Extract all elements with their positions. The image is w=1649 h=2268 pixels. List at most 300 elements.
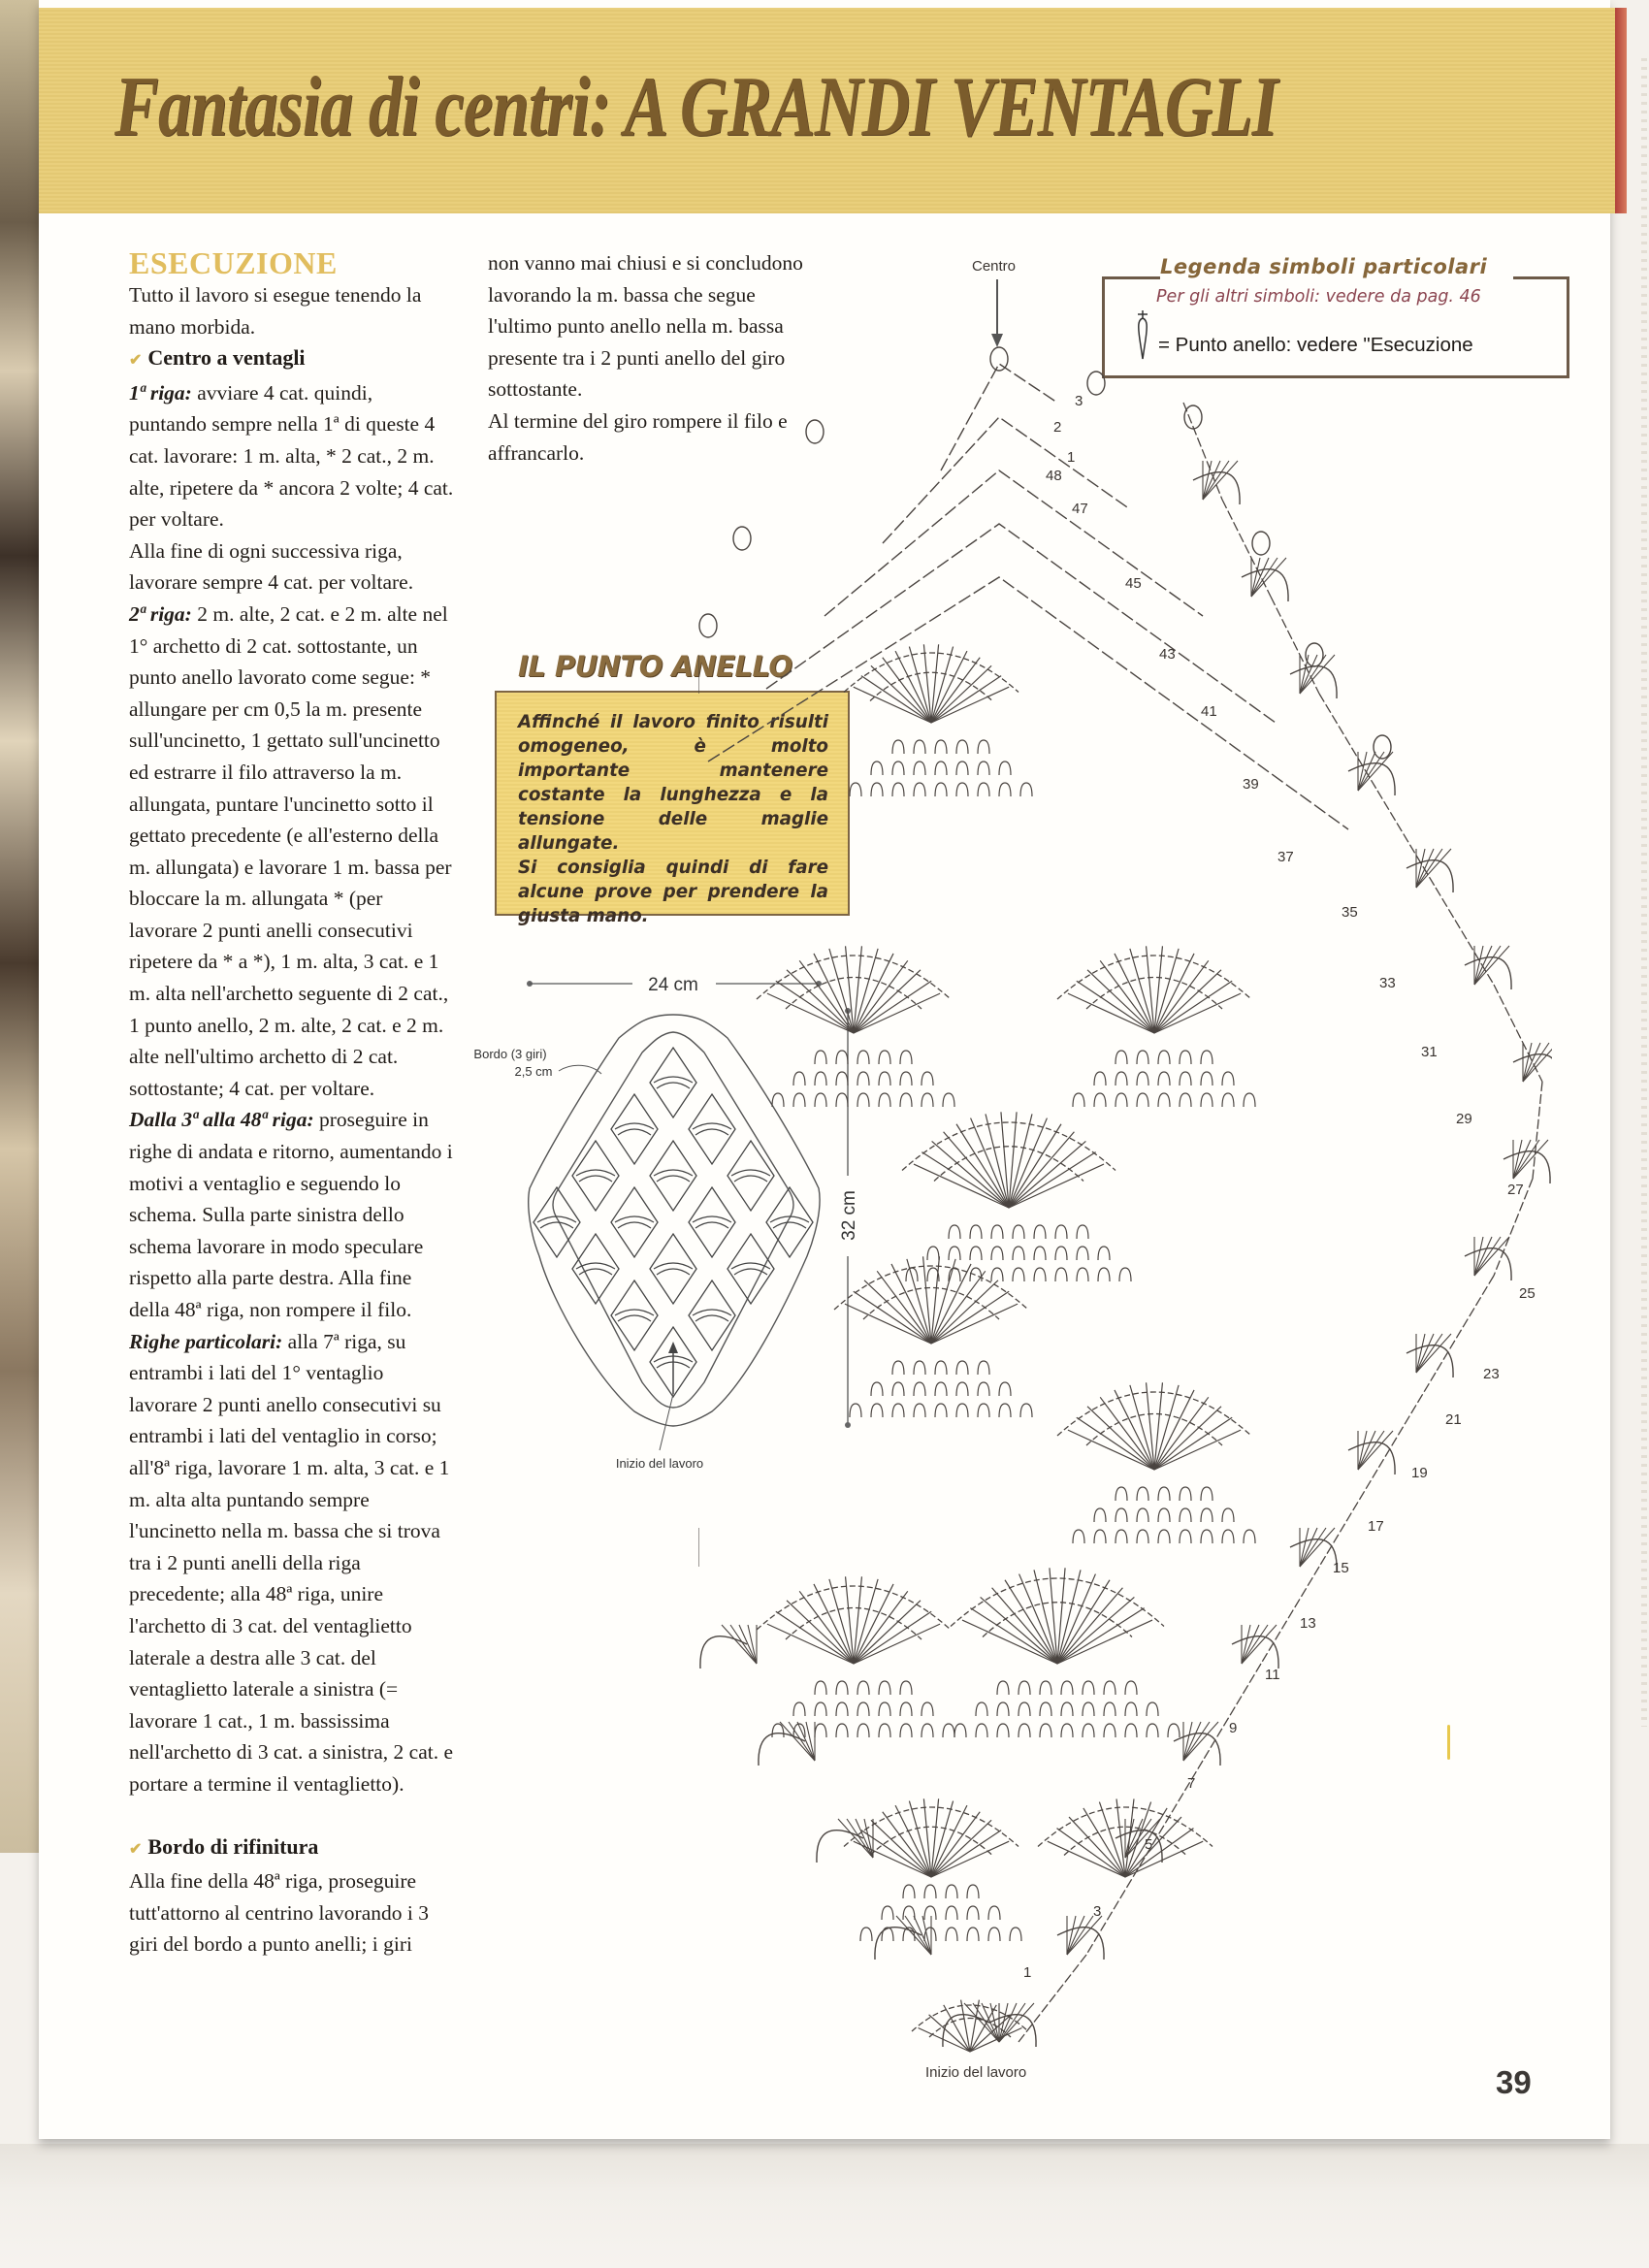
fan-arc	[615, 1123, 654, 1129]
picot	[1147, 1702, 1158, 1716]
picot	[1137, 1508, 1148, 1522]
picot	[1158, 1530, 1170, 1543]
fan-stitch	[787, 970, 854, 1033]
picot	[956, 1382, 968, 1396]
fine-riga-paragraph: Alla fine di ogni successiva riga, lavorare sempre 4 cat. per voltare.	[129, 538, 414, 595]
picot	[850, 1404, 861, 1417]
fan-arc	[786, 1608, 922, 1640]
picot	[1158, 1487, 1170, 1501]
fan-arc	[870, 1827, 992, 1855]
legend-subtitle: Per gli altri simboli: vedere da pag. 46	[1156, 287, 1481, 307]
fan-stitch	[1154, 970, 1221, 1033]
picot	[879, 1724, 890, 1737]
instructions-column-1	[129, 246, 454, 1960]
picot	[793, 1072, 805, 1085]
fan-stitch	[931, 1820, 991, 1877]
picot-loop	[1184, 405, 1202, 429]
width-label: 24 cm	[648, 975, 698, 995]
picot	[1020, 1404, 1032, 1417]
row-number-label: 5	[1145, 1836, 1153, 1853]
riga-1-text: avviare 4 cat. quindi, puntando sempre nella 1ª di queste 4 cat. lavorare: 1 m. alta, * 2 cat., 2 m. alte, ripetere da * ancora 2 volte; 4 cat. per voltare.	[129, 380, 454, 532]
picot	[1158, 1093, 1170, 1107]
fan-stitch	[877, 1271, 931, 1344]
picot	[1104, 1724, 1116, 1737]
fan-stitch	[854, 1591, 908, 1664]
fan-stitch	[854, 970, 921, 1033]
picot	[999, 761, 1011, 775]
picot	[978, 1404, 989, 1417]
picot	[978, 1361, 989, 1375]
shell-stitch	[1203, 461, 1238, 500]
row-number-label: 13	[1300, 1615, 1316, 1632]
check-icon: ✔	[129, 1840, 143, 1858]
picot	[871, 1382, 883, 1396]
row-number-label: 9	[1229, 1720, 1238, 1736]
righe-particolari-paragraph	[129, 1326, 454, 1800]
picot	[1098, 1268, 1110, 1281]
picot	[1180, 1051, 1191, 1064]
picot	[892, 761, 904, 775]
shell-stitch	[1358, 752, 1375, 791]
picot	[1180, 1530, 1191, 1543]
edge-shell	[1348, 1442, 1395, 1474]
picot	[793, 1702, 805, 1716]
picot	[1055, 1268, 1067, 1281]
shell-stitch	[1067, 1916, 1084, 1955]
edge-chain	[1271, 597, 1319, 694]
fan-stitch	[1057, 1597, 1134, 1664]
fan-stitch	[931, 658, 980, 723]
picot	[1137, 1051, 1148, 1064]
picot	[970, 1268, 982, 1281]
picot	[1116, 1051, 1127, 1064]
row-number-label: 25	[1519, 1285, 1536, 1302]
shell-stitch	[1416, 1334, 1451, 1373]
picot	[1061, 1681, 1073, 1695]
picot	[860, 1928, 872, 1941]
edge-chain	[1533, 1082, 1542, 1179]
picot	[978, 761, 989, 775]
row-number-label: 3	[1075, 393, 1083, 409]
shell-stitch	[1474, 1237, 1509, 1276]
row-number-label: 15	[1333, 1560, 1349, 1576]
picot	[892, 1361, 904, 1375]
shell-stitch	[739, 1625, 757, 1664]
picot	[857, 1724, 869, 1737]
shell-stitch	[722, 1625, 757, 1664]
edge-shell	[1174, 1733, 1220, 1766]
picot-loop	[990, 347, 1008, 371]
picot	[1119, 1268, 1131, 1281]
fan-arc	[618, 1222, 651, 1228]
picot	[935, 740, 947, 754]
fan-stitch	[883, 658, 931, 723]
picot	[1222, 1072, 1234, 1085]
fan-arc	[615, 1310, 654, 1315]
picot	[935, 1404, 947, 1417]
info-paragraph-2: Si consiglia quindi di fare alcune prove per prendere la giusta mano.	[518, 858, 828, 926]
shell-stitch	[1300, 1528, 1335, 1567]
legend-title: Legenda simboli particolari	[1160, 255, 1488, 278]
picot	[914, 740, 925, 754]
picot	[1201, 1093, 1212, 1107]
picot-loop	[806, 420, 824, 443]
fan-arc	[618, 1315, 651, 1321]
row-number-label: 7	[1187, 1775, 1196, 1792]
fan-arc	[657, 1083, 690, 1088]
picot	[1116, 1530, 1127, 1543]
edge-shell	[700, 1636, 747, 1669]
fan-stitch	[1087, 1407, 1154, 1470]
edge-shell	[1348, 763, 1395, 795]
fan-stitch	[1009, 1141, 1085, 1208]
shell-stitch	[999, 2003, 1034, 2042]
picot	[1083, 1702, 1094, 1716]
fan-stitch	[1100, 1397, 1154, 1470]
shell-stitch	[982, 2003, 999, 2042]
riga-3-48-text: proseguire in righe di andata e ritorno, aumentando i motivi a ventaglio e seguendo lo schema. Sulla parte sinistra dello schema lavorare in modo speculare rispetto alla parte destra. Alla fine della 48ª riga, non rompere il filo.	[129, 1108, 453, 1321]
fan-stitch	[1154, 1407, 1221, 1470]
fan-arc	[870, 672, 992, 700]
picot	[1077, 1247, 1088, 1260]
fan-stitch	[932, 1141, 1009, 1208]
picot	[900, 1681, 912, 1695]
picot	[900, 1072, 912, 1085]
picot	[1020, 783, 1032, 796]
row-number-label: 11	[1265, 1667, 1280, 1683]
fan-arc	[654, 1170, 693, 1176]
edge-shell	[1504, 1151, 1550, 1183]
fan-arc	[1057, 1392, 1251, 1436]
shell-stitch	[856, 1819, 873, 1858]
page-title: Fantasia di centri: A GRANDI VENTAGLI	[114, 60, 1277, 154]
picot-loop	[1252, 532, 1270, 555]
picot	[956, 1404, 968, 1417]
riga-2-paragraph	[129, 599, 454, 1105]
picot	[943, 1724, 954, 1737]
fan-arc	[657, 1176, 690, 1182]
fan-stitch	[871, 1820, 931, 1877]
crochet-chart	[698, 247, 1552, 2090]
fan-stitch	[1069, 1817, 1125, 1877]
fan-stitch	[1068, 993, 1154, 1033]
picot	[1010, 1928, 1021, 1941]
shell-stitch	[1203, 461, 1220, 500]
scan-mark	[1447, 1725, 1450, 1760]
picot	[836, 1681, 848, 1695]
picot	[1013, 1247, 1024, 1260]
shell-stitch	[1300, 655, 1335, 694]
picot	[1013, 1225, 1024, 1239]
picot	[892, 740, 904, 754]
picot	[988, 1906, 1000, 1920]
fan-stitch	[970, 2027, 1021, 2052]
picot	[1094, 1508, 1106, 1522]
picot	[1094, 1530, 1106, 1543]
height-label: 32 cm	[839, 1190, 859, 1241]
picot	[1201, 1051, 1212, 1064]
fan-stitch	[1154, 960, 1209, 1033]
picot	[1104, 1702, 1116, 1716]
picot	[946, 1885, 957, 1898]
picot	[879, 1051, 890, 1064]
row-number-label: 37	[1277, 849, 1294, 865]
shell-stitch	[1474, 946, 1509, 985]
picot-loop	[1087, 372, 1105, 395]
page-edge-marks	[1641, 58, 1647, 1727]
picot	[935, 1382, 947, 1396]
picot	[922, 1093, 933, 1107]
picot	[900, 1702, 912, 1716]
picot	[1137, 1530, 1148, 1543]
start-label: Inizio del lavoro	[615, 1456, 704, 1471]
fan-stitch	[883, 1812, 931, 1877]
picot	[1018, 1724, 1030, 1737]
edge-shell	[1406, 860, 1453, 892]
fan-arc	[844, 653, 1018, 693]
picot	[1201, 1508, 1212, 1522]
picot	[997, 1681, 1009, 1695]
adjacent-page-photo-strip	[0, 0, 39, 1853]
fan-stitch	[864, 1280, 931, 1344]
picot	[1040, 1702, 1051, 1716]
edge-chain	[1222, 500, 1271, 597]
picot	[1083, 1681, 1094, 1695]
row-number-label: 21	[1445, 1411, 1462, 1428]
intro-paragraph: Tutto il lavoro si esegue tenendo la mano morbida.	[129, 283, 422, 339]
page-number: 39	[1496, 2064, 1532, 2100]
fan-stitch	[787, 1601, 854, 1664]
riga-3-48-paragraph	[129, 1104, 454, 1325]
picot	[970, 1225, 982, 1239]
edge-shell	[759, 1733, 805, 1766]
fan-stitch	[1100, 960, 1154, 1033]
picot	[935, 783, 947, 796]
picot	[997, 1724, 1009, 1737]
edge-shell	[1465, 957, 1511, 989]
picot	[970, 1247, 982, 1260]
picot	[871, 783, 883, 796]
fan-stitch	[854, 960, 908, 1033]
fan-stitch	[854, 993, 940, 1033]
shell-stitch	[1183, 1722, 1218, 1761]
fan-arc	[844, 1807, 1018, 1847]
picot	[772, 1093, 784, 1107]
picot	[991, 1247, 1003, 1260]
riga-2-label: 2ª riga:	[129, 601, 192, 626]
picot	[903, 1885, 915, 1898]
picot	[1201, 1072, 1212, 1085]
fan-stitch	[931, 1812, 980, 1877]
shell-stitch	[797, 1722, 815, 1761]
bordo-continuation: non vanno mai chiusi e si concludono lavorando la m. bassa che segue l'ultimo punto anello nella m. bassa presente tra i 2 punti anello del giro sottostante.	[488, 251, 803, 402]
picot	[892, 1404, 904, 1417]
righe-particolari-text: alla 7ª riga, su entrambi i lati del 1° ventaglio lavorare 2 punti anello consecutivi su entrambi i lati del ventaglio in corso; all'8ª riga, lavorare 1 m. alta, 3 cat. e 1 m. alta alta puntando sempre l'uncinetto nella m. bassa che si trova tra i 2 punti anelli della riga precedente; alla 48ª riga, unire l'archetto di 3 cat. del ventaglietto laterale a destra alle 3 cat. del ventaglietto laterale a sinistra (= lavorare 1 cat., 1 m. bassissima nell'archetto di 3 cat. a sinistra, 2 cat. e portare a termine il ventaglietto).	[129, 1329, 454, 1796]
picot	[1158, 1051, 1170, 1064]
fan-arc	[934, 1147, 1083, 1182]
row-number-label: 41	[1201, 703, 1217, 720]
picot	[1137, 1487, 1148, 1501]
picot	[815, 1724, 826, 1737]
row-number-label: 17	[1368, 1518, 1384, 1535]
picot	[1013, 1268, 1024, 1281]
picot	[935, 761, 947, 775]
picot	[1040, 1681, 1051, 1695]
picot	[943, 1093, 954, 1107]
fan-arc	[983, 1603, 1132, 1637]
picot	[954, 1724, 966, 1737]
picot	[879, 1702, 890, 1716]
picot	[967, 1906, 979, 1920]
picot	[1034, 1268, 1046, 1281]
picot	[1094, 1093, 1106, 1107]
picot	[1158, 1508, 1170, 1522]
picot	[1137, 1093, 1148, 1107]
picot	[1040, 1724, 1051, 1737]
shell-stitch	[1358, 1431, 1393, 1470]
row-number-label: 35	[1342, 904, 1358, 921]
shell-stitch	[1067, 1916, 1102, 1955]
picot	[976, 1724, 987, 1737]
picot	[1244, 1093, 1255, 1107]
picot	[927, 1247, 939, 1260]
shell-stitch	[1513, 1140, 1548, 1179]
shell-stitch	[780, 1722, 815, 1761]
chart-start-label: Inizio del lavoro	[925, 2064, 1027, 2081]
picot	[900, 1724, 912, 1737]
picot	[1116, 1487, 1127, 1501]
edge-shell	[1193, 472, 1240, 504]
fan-stitch	[981, 1597, 1057, 1664]
edge-chain	[1494, 985, 1542, 1082]
picot	[914, 761, 925, 775]
picot	[857, 1093, 869, 1107]
edge-shell	[1406, 1345, 1453, 1377]
picot	[836, 1093, 848, 1107]
shell-stitch	[838, 1819, 873, 1858]
termine-paragraph: Al termine del giro rompere il filo e affrancarlo.	[488, 408, 788, 465]
picot	[857, 1702, 869, 1716]
fan-stitch	[931, 1280, 998, 1344]
picot	[914, 1361, 925, 1375]
shell-stitch	[896, 1916, 931, 1955]
picot	[1222, 1530, 1234, 1543]
picot	[1222, 1093, 1234, 1107]
picot	[836, 1724, 848, 1737]
picot	[1180, 1093, 1191, 1107]
subsection-label: Centro a ventagli	[147, 345, 306, 371]
riga-1-paragraph	[129, 377, 454, 535]
fan-arc	[863, 1288, 999, 1320]
picot	[924, 1885, 936, 1898]
legend-symbol-text: = Punto anello: vedere "Esecuzione	[1158, 334, 1473, 356]
chain-mesh-line	[824, 470, 1203, 616]
fan-arc	[786, 978, 922, 1010]
picot	[772, 1724, 784, 1737]
fan-arc	[615, 1216, 654, 1222]
picot	[879, 1681, 890, 1695]
row-number-label: 19	[1411, 1465, 1428, 1481]
picot	[892, 783, 904, 796]
subsection-centro-a-ventagli	[129, 342, 454, 377]
edge-chain	[1436, 1276, 1494, 1373]
picot	[1147, 1724, 1158, 1737]
picot	[914, 1404, 925, 1417]
picot	[914, 783, 925, 796]
fan-stitch	[799, 1591, 854, 1664]
picot	[946, 1928, 957, 1941]
edge-shell	[817, 1831, 863, 1863]
edge-shell	[875, 1928, 922, 1960]
fan-stitch	[931, 1271, 986, 1344]
row-number-label: 1	[1067, 449, 1076, 466]
picot	[922, 1724, 933, 1737]
riga-1-label: 1ª riga:	[129, 380, 192, 405]
row-number-label: 3	[1093, 1903, 1102, 1920]
picot	[1180, 1508, 1191, 1522]
fan-stitch	[799, 960, 854, 1033]
shell-stitch	[1358, 1431, 1375, 1470]
picot	[815, 1051, 826, 1064]
scan-background	[0, 2144, 1649, 2268]
border-label-line2: 2,5 cm	[514, 1064, 553, 1079]
picot	[991, 1225, 1003, 1239]
picot	[857, 1051, 869, 1064]
picot	[1180, 1487, 1191, 1501]
crochet-chart-drawing	[698, 247, 1552, 2090]
edge-chain	[1203, 1664, 1261, 1761]
picot	[978, 740, 989, 754]
edge-chain	[1377, 1373, 1436, 1470]
picot	[892, 1382, 904, 1396]
shell-stitch	[1300, 1528, 1317, 1567]
fan-stitch	[1154, 1397, 1209, 1470]
picot	[946, 1906, 957, 1920]
picot	[1098, 1247, 1110, 1260]
picot	[978, 1382, 989, 1396]
picot	[1073, 1530, 1084, 1543]
picot	[900, 1093, 912, 1107]
fan-arc	[757, 956, 951, 999]
fan-arc	[657, 1269, 690, 1275]
picot	[1077, 1268, 1088, 1281]
shell-stitch	[1474, 1237, 1492, 1276]
picot	[1018, 1702, 1030, 1716]
fan-stitch	[931, 687, 1009, 723]
picot	[1061, 1724, 1073, 1737]
picot	[914, 1382, 925, 1396]
row-number-label: 1	[1023, 1964, 1032, 1981]
fan-arc	[929, 2019, 1011, 2038]
chain-mesh-line	[883, 417, 1130, 543]
start-arrowhead	[668, 1342, 678, 1353]
fan-arc	[757, 1586, 951, 1630]
picot	[1073, 1093, 1084, 1107]
fan-arc	[1086, 1414, 1222, 1446]
section-title-esecuzione: ESECUZIONE	[129, 245, 338, 280]
picot	[1116, 1093, 1127, 1107]
picot	[1034, 1247, 1046, 1260]
picot	[1077, 1225, 1088, 1239]
picot	[956, 761, 968, 775]
border-label-line1: Bordo (3 giri)	[473, 1047, 547, 1061]
fan-arc	[618, 1129, 651, 1135]
centro-arrow-icon	[987, 279, 1007, 349]
picot	[836, 1702, 848, 1716]
picot	[949, 1225, 960, 1239]
picot	[879, 1072, 890, 1085]
edge-shell	[1290, 1539, 1337, 1571]
